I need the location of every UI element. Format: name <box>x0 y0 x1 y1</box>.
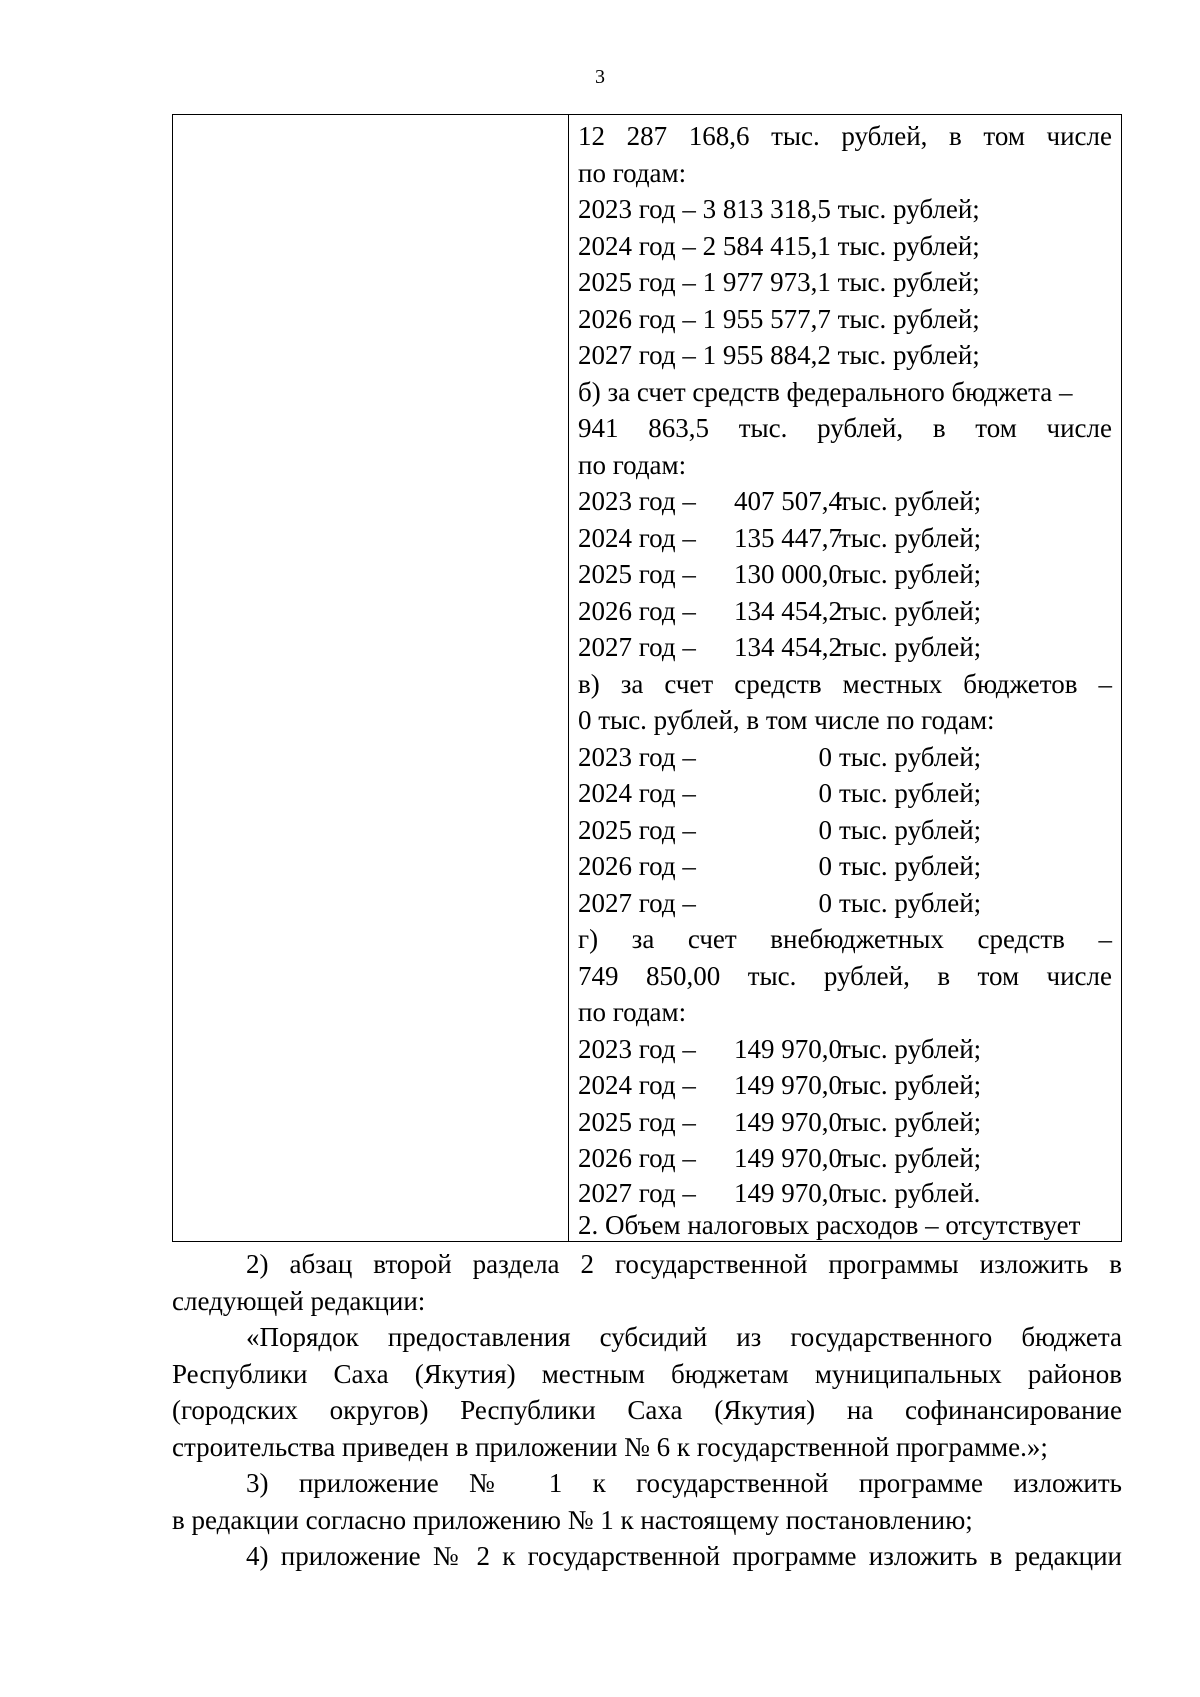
extra-year-row <box>578 1177 1112 1209</box>
local-year-row <box>578 739 1112 776</box>
extra-budget-heading: г) за счет внебюджетных средств – <box>578 924 1112 954</box>
year-amount: 0 <box>818 741 832 772</box>
year-label: 2025 год – <box>578 559 696 589</box>
extra-year-row <box>578 1140 1112 1177</box>
year-amount: 134 454,2 <box>734 595 842 626</box>
year-label: 2024 год – <box>578 778 696 808</box>
year-unit: тыс. рублей. <box>839 1177 981 1208</box>
total-year-line: 2024 год – 2 584 415,1 тыс. рублей; <box>578 230 980 261</box>
year-unit: тыс. рублей; <box>839 851 982 881</box>
year-unit: тыс. рублей; <box>839 486 982 516</box>
year-unit: тыс. рублей; <box>839 632 982 662</box>
year-label: 2026 год – <box>578 1143 696 1173</box>
total-year-line: 2027 год – 1 955 884,2 тыс. рублей; <box>578 340 980 370</box>
year-amount: 149 970,0 <box>734 1033 842 1064</box>
federal-year-row <box>578 629 1112 666</box>
year-unit: тыс. рублей; <box>839 522 982 553</box>
year-label: 2025 год – <box>578 1106 696 1137</box>
paragraph-quote-line: «Порядок предоставления субсидий из государственного бюджета <box>246 1322 1122 1352</box>
year-amount: 0 <box>818 887 832 918</box>
year-amount: 0 <box>818 851 832 881</box>
year-unit: тыс. рублей; <box>839 741 982 772</box>
paragraph-quote-line: строительства приведен в приложении № 6 к государственной программе.»; <box>172 1431 1048 1462</box>
year-unit: тыс. рублей; <box>839 887 982 918</box>
federal-amount-line: 941 863,5 тыс. рублей, в том числе <box>578 413 1112 443</box>
table-left-cell <box>173 115 569 1241</box>
extra-year-row <box>578 1031 1112 1068</box>
year-amount: 135 447,7 <box>734 522 842 553</box>
year-unit: тыс. рублей; <box>839 1143 982 1173</box>
year-label: 2026 год – <box>578 595 696 626</box>
by-years-label: по годам: <box>578 449 687 480</box>
by-years-label: по годам: <box>578 157 687 188</box>
table-right-cell <box>569 115 1121 1241</box>
year-unit: тыс. рублей; <box>839 1033 982 1064</box>
paragraph-quote-line: (городских округов) Республики Саха (Якутия) на софинансирование <box>172 1395 1122 1425</box>
year-unit: тыс. рублей; <box>839 559 982 589</box>
year-amount: 149 970,0 <box>734 1070 842 1100</box>
year-label: 2023 год – <box>578 1033 696 1064</box>
page-number: 3 <box>595 66 605 88</box>
federal-year-row <box>578 556 1112 593</box>
extra-year-row <box>578 1104 1112 1141</box>
year-amount: 149 970,0 <box>734 1143 842 1173</box>
year-label: 2027 год – <box>578 632 696 662</box>
federal-budget-heading: б) за счет средств федерального бюджета – <box>578 376 1073 407</box>
year-amount: 149 970,0 <box>734 1177 842 1208</box>
year-label: 2023 год – <box>578 741 696 772</box>
paragraph-quote-line: Республики Саха (Якутия) местным бюджетам муниципальных районов <box>172 1358 1122 1389</box>
local-year-row <box>578 848 1112 885</box>
by-years-label: по годам: <box>578 997 687 1027</box>
local-year-row <box>578 812 1112 849</box>
total-year-line: 2023 год – 3 813 318,5 тыс. рублей; <box>578 194 980 224</box>
tax-expenses-line: 2. Объем налоговых расходов – отсутствует <box>578 1209 1081 1240</box>
paragraph-2-line: следующей редакции: <box>172 1285 426 1316</box>
budget-table <box>172 114 1122 1242</box>
year-label: 2027 год – <box>578 887 696 918</box>
local-amount-line: 0 тыс. рублей, в том числе по годам: <box>578 705 995 735</box>
local-budget-heading: в) за счет средств местных бюджетов – <box>578 668 1112 699</box>
body-text <box>172 1246 1122 1575</box>
extra-year-row <box>578 1067 1112 1104</box>
year-unit: тыс. рублей; <box>839 1106 982 1137</box>
year-amount: 407 507,4 <box>734 486 842 516</box>
federal-year-row <box>578 593 1112 630</box>
paragraph-3-line: 3) приложение № 1 к государственной программе изложить <box>246 1468 1122 1498</box>
total-amount-line: 12 287 168,6 тыс. рублей, в том числе <box>578 121 1112 151</box>
year-label: 2024 год – <box>578 522 696 553</box>
year-label: 2027 год – <box>578 1177 696 1208</box>
year-unit: тыс. рублей; <box>839 595 982 626</box>
local-year-row <box>578 885 1112 922</box>
year-amount: 0 <box>818 814 832 845</box>
local-year-row <box>578 775 1112 812</box>
paragraph-4-line: 4) приложение № 2 к государственной программе изложить в редакции <box>246 1541 1122 1571</box>
federal-year-row <box>578 483 1112 520</box>
year-label: 2024 год – <box>578 1070 696 1100</box>
year-amount: 149 970,0 <box>734 1106 842 1137</box>
year-unit: тыс. рублей; <box>839 814 982 845</box>
year-unit: тыс. рублей; <box>839 778 982 808</box>
paragraph-2-line: 2) абзац второй раздела 2 государственной программы изложить в <box>246 1249 1122 1279</box>
year-label: 2023 год – <box>578 486 696 516</box>
total-year-line: 2026 год – 1 955 577,7 тыс. рублей; <box>578 303 980 334</box>
year-label: 2025 год – <box>578 814 696 845</box>
total-year-line: 2025 год – 1 977 973,1 тыс. рублей; <box>578 267 980 297</box>
federal-year-row <box>578 520 1112 557</box>
year-amount: 0 <box>818 778 832 808</box>
year-unit: тыс. рублей; <box>839 1070 982 1100</box>
paragraph-3-line: в редакции согласно приложению № 1 к настоящему постановлению; <box>172 1504 973 1535</box>
year-amount: 130 000,0 <box>734 559 842 589</box>
extra-amount-line: 749 850,00 тыс. рублей, в том числе <box>578 960 1112 991</box>
year-label: 2026 год – <box>578 851 696 881</box>
year-amount: 134 454,2 <box>734 632 842 662</box>
